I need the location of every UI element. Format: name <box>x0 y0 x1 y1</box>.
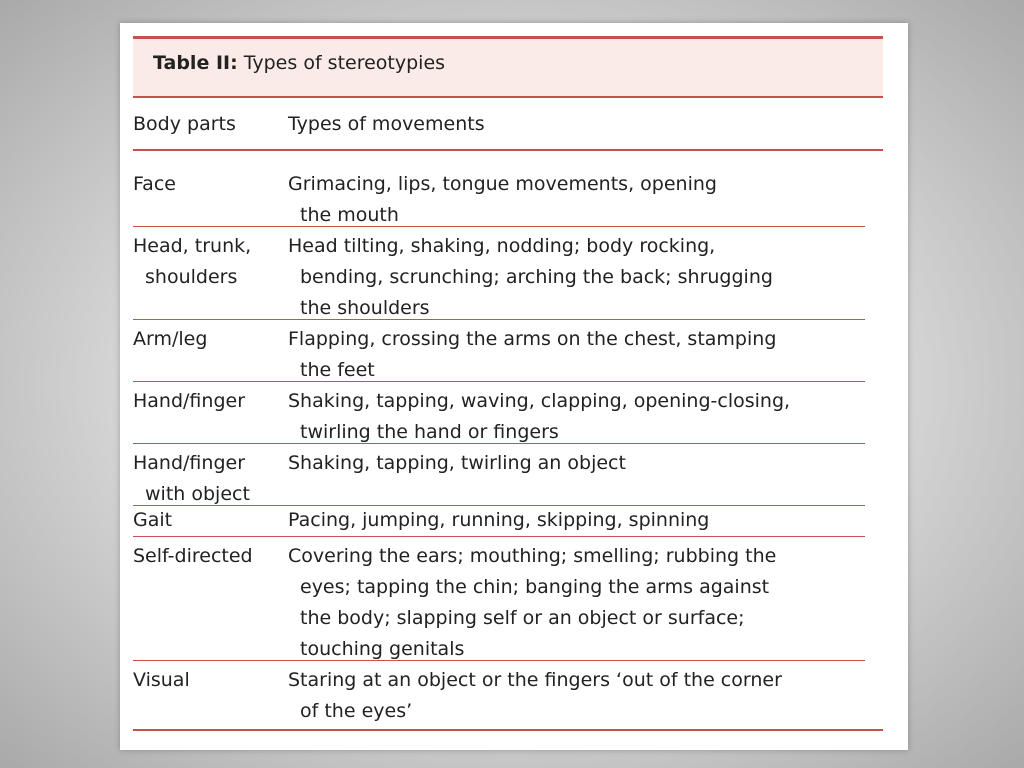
body-part-line: Face <box>133 173 176 195</box>
movement-cell <box>288 505 888 536</box>
movement-line: the shoulders <box>300 297 430 319</box>
body-part-cell <box>133 665 281 696</box>
movement-line: the body; slapping self or an object or surface; <box>300 607 745 629</box>
table-title <box>153 52 445 74</box>
table-header-row <box>133 98 883 151</box>
body-part-line: Head, trunk, <box>133 235 252 257</box>
table-title-number: Table II: <box>153 52 238 74</box>
movement-line: eyes; tapping the chin; banging the arms against <box>300 576 770 598</box>
table-image <box>120 23 908 750</box>
table-row <box>133 506 865 537</box>
body-part-line: Hand/finger <box>133 452 246 474</box>
body-part-line: Hand/finger <box>133 390 246 412</box>
table-row <box>133 382 865 444</box>
body-part-cell <box>133 448 281 510</box>
table-title-bar <box>133 36 883 98</box>
movement-line: the mouth <box>300 204 399 226</box>
body-part-line: shoulders <box>145 266 238 288</box>
movement-line: Staring at an object or the fingers ‘out of the corner <box>288 669 782 691</box>
table-row <box>133 320 865 382</box>
movement-cell <box>288 324 888 386</box>
body-part-line: Visual <box>133 669 190 691</box>
movement-line: Shaking, tapping, waving, clapping, opening-closing, <box>288 390 791 412</box>
movement-cell <box>288 386 888 448</box>
movement-line: bending, scrunching; arching the back; shrugging <box>300 266 773 288</box>
movement-line: the feet <box>300 359 375 381</box>
body-part-cell <box>133 541 281 572</box>
body-part-line: Arm/leg <box>133 328 208 350</box>
body-part-line: Self-directed <box>133 545 253 567</box>
movement-line: Pacing, jumping, running, skipping, spinning <box>288 509 710 531</box>
table-row <box>133 227 865 320</box>
table-bottom-rule <box>133 729 883 731</box>
body-part-cell <box>133 231 281 293</box>
body-part-line: Gait <box>133 509 173 531</box>
movement-line: Flapping, crossing the arms on the chest, stamping <box>288 328 777 350</box>
movement-cell <box>288 231 888 324</box>
movement-line: Grimacing, lips, tongue movements, opening <box>288 173 717 195</box>
body-part-cell <box>133 505 281 536</box>
table-row <box>133 537 865 661</box>
movement-line: Head tilting, shaking, nodding; body rocking, <box>288 235 716 257</box>
body-part-cell <box>133 324 281 355</box>
body-part-cell <box>133 169 281 200</box>
movement-line: twirling the hand or fingers <box>300 421 559 443</box>
body-part-cell <box>133 386 281 417</box>
movement-line: Shaking, tapping, twirling an object <box>288 452 626 474</box>
table-title-text: Types of stereotypies <box>243 52 446 74</box>
body-part-line: with object <box>145 483 250 505</box>
movement-line: of the eyes’ <box>300 700 413 722</box>
column-header-types-of-movements: Types of movements <box>288 113 485 135</box>
movement-cell <box>288 541 888 665</box>
table-row <box>133 165 865 227</box>
movement-cell <box>288 169 888 231</box>
movement-line: touching genitals <box>300 638 465 660</box>
movement-cell <box>288 665 888 727</box>
movement-line: Covering the ears; mouthing; smelling; rubbing the <box>288 545 777 567</box>
table-row <box>133 661 865 723</box>
table-row <box>133 444 865 506</box>
column-header-body-parts: Body parts <box>133 113 236 135</box>
movement-cell <box>288 448 888 479</box>
